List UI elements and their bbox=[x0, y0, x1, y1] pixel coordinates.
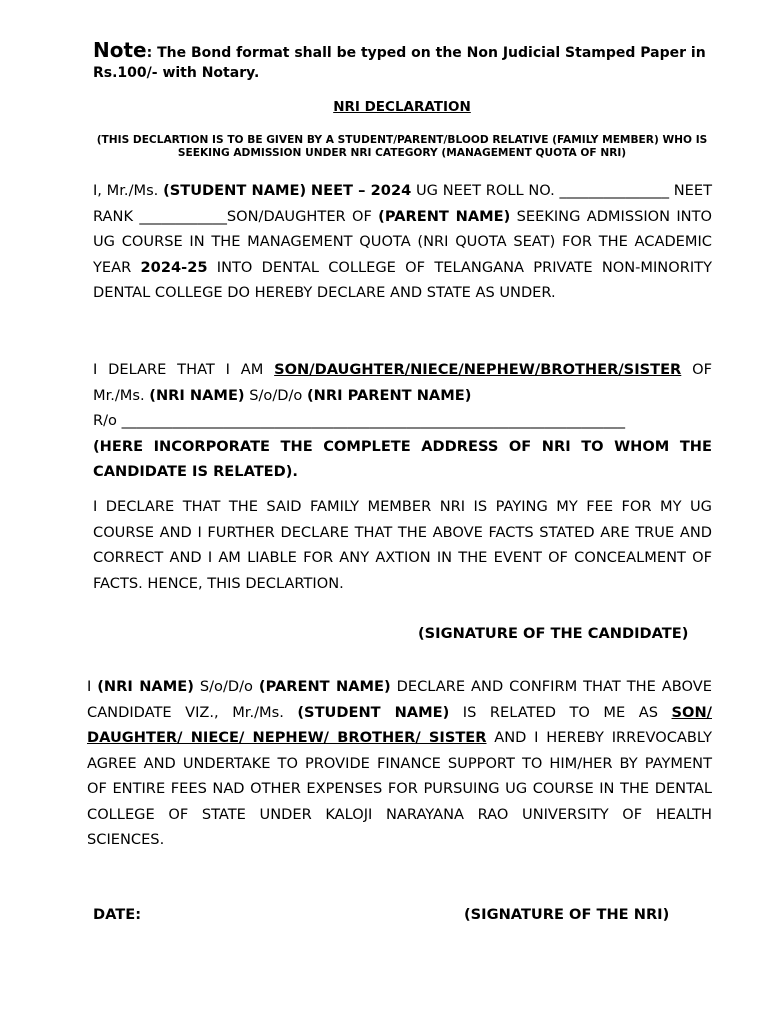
nri-confirmation-paragraph bbox=[87, 674, 712, 853]
note-paragraph bbox=[93, 40, 713, 83]
para2-line-2 bbox=[93, 383, 712, 409]
declaration-paragraph-3: I DECLARE THAT THE SAID FAMILY MEMBER NRI IS PAYING MY FEE FOR MY UG COURSE AND I FURTHER DECLARE THAT THE ABOVE FACTS STATED ARE TRUE AND CORRECT AND I AM LIABLE FOR ANY AXTION IN THE EVENT OF CONCEALMENT OF FACTS. HENCE, THIS DECLARTION. bbox=[93, 498, 712, 592]
relation-options: SON/ DAUGHTER/ NIECE/ NEPHEW/ BROTHER/ SISTER bbox=[87, 703, 712, 746]
para4-text-1: I bbox=[87, 678, 98, 695]
para4-text-4: IS RELATED TO ME AS bbox=[449, 703, 672, 721]
para1-text-4: SEEKING ADMISSION INTO UG COURSE IN THE MANAGEMENT QUOTA (NRI QUOTA SEAT) FOR THE ACADEMIC YEAR bbox=[93, 207, 712, 276]
para4-text-2: S/o/D/o bbox=[193, 678, 259, 695]
para2-text-4: S/o/D/o bbox=[244, 386, 307, 404]
nri-signature-label: (SIGNATURE OF THE NRI) bbox=[464, 906, 670, 923]
parent-name-placeholder: (PARENT NAME) bbox=[378, 207, 511, 225]
para1-text-3: UG NEET ROLL NO. _______________ NEET RANK ____________SON/DAUGHTER OF bbox=[93, 182, 712, 225]
document-subtitle: (THIS DECLARTION IS TO BE GIVEN BY A STUDENT/PARENT/BLOOD RELATIVE (FAMILY MEMBER) WHO IS SEEKING ADMISSION UNDER NRI CATEGORY (MANAGEMENT QUOTA OF NRI) bbox=[96, 134, 708, 159]
note-label: Note bbox=[93, 38, 147, 62]
nri-parent-name-placeholder: (NRI PARENT NAME) bbox=[306, 386, 472, 404]
para2-line-1 bbox=[93, 357, 712, 383]
parent-name-placeholder: (PARENT NAME) bbox=[258, 678, 391, 695]
relation-options: SON/DAUGHTER/NIECE/NEPHEW/BROTHER/SISTER bbox=[274, 361, 682, 378]
student-name-placeholder: (STUDENT NAME) bbox=[297, 703, 450, 721]
candidate-signature-label: (SIGNATURE OF THE CANDIDATE) bbox=[418, 625, 689, 642]
declaration-paragraph-1 bbox=[93, 178, 712, 306]
para4-text-5: AND I HEREBY IRREVOCABLY AGREE AND UNDERTAKE TO PROVIDE FINANCE SUPPORT TO HIM/HER BY PAYMENT OF ENTIRE FEES NAD OTHER EXPENSES FOR PURSUING UG COURSE IN THE DENTAL COLLEGE OF STATE UNDER KALOJI NARAYANA RAO UNIVERSITY OF HEALTH SCIENCES. bbox=[87, 729, 712, 848]
residence-line: R/o _____________________________________________________________________ bbox=[93, 412, 626, 429]
para4-text-3: DECLARE AND CONFIRM THAT THE ABOVE CANDIDATE VIZ., Mr./Ms. bbox=[87, 678, 712, 721]
date-label: DATE: bbox=[93, 906, 142, 923]
nri-name-placeholder: (NRI NAME) bbox=[149, 386, 245, 404]
note-text: The Bond format shall be typed on the Non Judicial Stamped Paper in Rs.100/- with Notary. bbox=[93, 45, 706, 81]
para1-text-1: I, Mr./Ms. bbox=[93, 182, 164, 199]
student-name-placeholder: (STUDENT NAME) bbox=[163, 182, 307, 199]
para2-text-3: Mr./Ms. bbox=[93, 386, 150, 404]
neet-year: NEET – 2024 bbox=[310, 182, 412, 199]
para2-text-1: I DELARE THAT I AM bbox=[93, 361, 275, 378]
document-title: NRI DECLARATION bbox=[333, 99, 471, 115]
note-colon: : bbox=[146, 45, 153, 61]
nri-name-placeholder: (NRI NAME) bbox=[97, 678, 194, 695]
para1-text-5: INTO DENTAL COLLEGE OF TELANGANA PRIVATE NON-MINORITY DENTAL COLLEGE DO HEREBY DECLARE AND STATE AS UNDER. bbox=[93, 258, 712, 301]
incorporate-address-instruction: (HERE INCORPORATE THE COMPLETE ADDRESS OF NRI TO WHOM THE CANDIDATE IS RELATED). bbox=[93, 437, 712, 480]
para2-text-2: OF bbox=[681, 361, 712, 378]
academic-year: 2024-25 bbox=[140, 258, 208, 276]
declaration-paragraph-2 bbox=[93, 357, 712, 485]
